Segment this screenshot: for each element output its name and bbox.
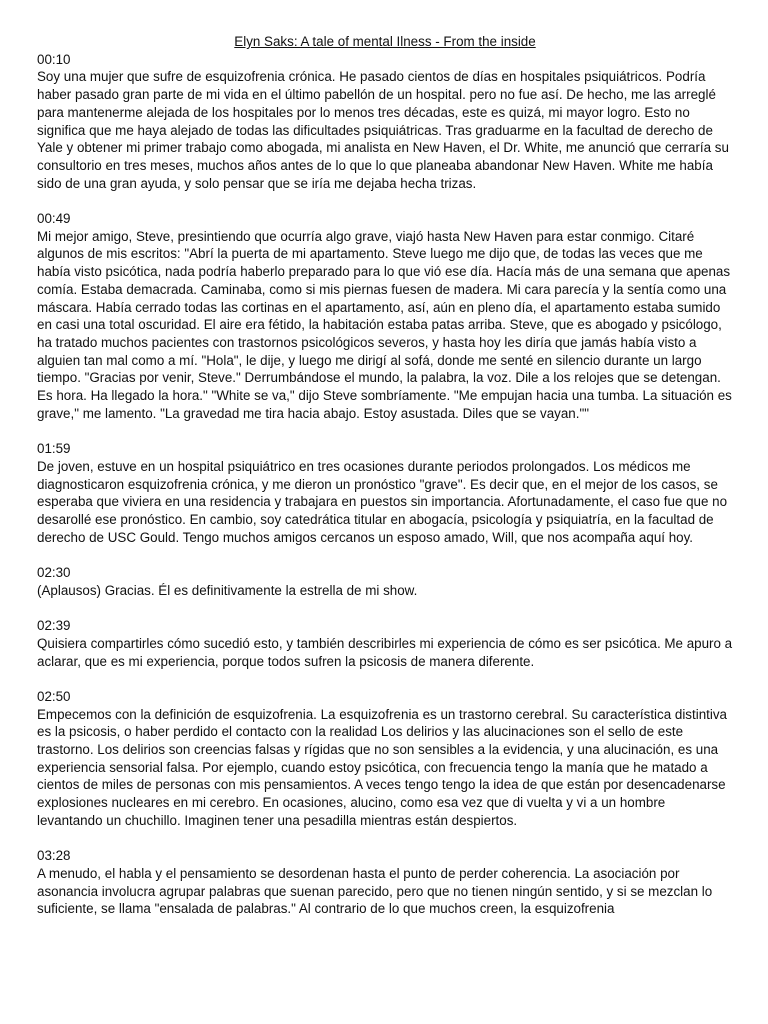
transcript-section: [37, 564, 733, 599]
transcript-section: [37, 440, 733, 546]
transcript-section: [37, 847, 733, 918]
timestamp: 01:59: [37, 441, 71, 457]
section-paragraph: Empecemos con la definición de esquizofrenia. La esquizofrenia es un trastorno cerebral. Su característica distintiva es la psicosis, o haber perdido el contacto con la realidad Los delirios y las alucinaciones son el sello de este trastorno. Los delirios son creencias falsas y rígidas que no son sensibles a la evidencia, y una alucinación, es una experiencia sensorial falsa. Por ejemplo, cuando estoy psicótica, con frecuencia tengo la manía que he matado a cientos de miles de personas con mis pensamientos. A veces tengo tengo la idea de que están por desencadenarse explosiones nucleares en mi cerebro. En ocasiones, alucino, como esa vez que di vuelta y vi a un hombre levantando un chuchillo. Imaginen tener una pesadilla mientras están despiertos.: [37, 706, 727, 828]
transcript-section: [37, 210, 733, 422]
document-title: Elyn Saks: A tale of mental Ilness - From the inside: [234, 34, 536, 49]
section-paragraph: A menudo, el habla y el pensamiento se desordenan hasta el punto de perder coherencia. La asociación por asonancia involucra agrupar palabras que suenan parecido, pero que no tienen ningún sentido, y si se mezclan lo suficiente, se llama "ensalada de palabras." Al contrario de lo que muchos creen, la esquizofrenia: [37, 865, 713, 917]
transcript-section: [37, 51, 733, 193]
timestamp: 03:28: [37, 848, 71, 864]
timestamp: 02:50: [37, 688, 71, 704]
timestamp: 02:30: [37, 565, 71, 581]
section-paragraph: Mi mejor amigo, Steve, presintiendo que ocurría algo grave, viajó hasta New Haven para estar conmigo. Citaré algunos de mis escritos: "Abrí la puerta de mi apartamento. Steve luego me dijo que, de todas las veces que me había visto psicótica, nada podría haberlo preparado para lo que vió ese día. Hacía más de una semana que apenas comía. Estaba demacrada. Caminaba, como si mis piernas fuesen de madera. Mi cara parecía y la sentía como una máscara. Había cerrado todas las cortinas en el apartamento, así, aún en pleno día, el apartamento estaba sumido en casi una total oscuridad. El aire era fétido, la habitación estaba patas arriba. Steve, que es abogado y psicólogo, ha tratado muchos pacientes con trastornos psicológicos severos, y hasta hoy les diría que jamás había visto a alguien tan mal como a mí. "Hola", le dije, y luego me dirigí al sofá, donde me senté en silencio durante un largo tiempo. "Gracias por venir, Steve." Derrumbándose el mundo, la palabra, la voz. Dile a los relojes que se detengan. Es hora. Ha llegado la hora." "White se va," dijo Steve sombríamente. "Me empujan hacia una tumba. La situación es grave," me lamento. "La gravedad me tira hacia abajo. Estoy asustada. Diles que se vayan."": [37, 228, 732, 421]
document-page: [37, 33, 733, 936]
transcript-section: [37, 617, 733, 670]
timestamp: 00:10: [37, 51, 71, 67]
section-paragraph: Quisiera compartirles cómo sucedió esto, y también describirles mi experiencia de cómo es ser psicótica. Me apuro a aclarar, que es mi experiencia, porque todos sufren la psicosis de manera diferente.: [37, 635, 733, 669]
transcript-section: [37, 688, 733, 830]
section-paragraph: Soy una mujer que sufre de esquizofrenia crónica. He pasado cientos de días en hospitales psiquiátricos. Podría haber pasado gran parte de mi vida en el último pabellón de un hospital. pero no fue así. De hecho, me las arreglé para mantenerme alejada de los hospitales por lo menos tres décadas, este es quizá, mi mayor logro. Esto no significa que me haya alejado de todas las dificultades psiquiátricas. Tras graduarme en la facultad de derecho de Yale y obtener mi primer trabajo como abogada, mi analista en New Haven, el Dr. White, me anunció que cerraría su consultorio en tres meses, muchos años antes de lo que lo que planeaba abandonar New Haven. White me había sido de una gran ayuda, y solo pensar que se iría me dejaba hecha trizas.: [37, 69, 729, 191]
timestamp: 00:49: [37, 211, 71, 227]
section-paragraph: (Aplausos) Gracias. Él es definitivamente la estrella de mi show.: [37, 582, 418, 598]
timestamp: 02:39: [37, 618, 71, 634]
transcript-body: [37, 51, 733, 918]
section-paragraph: De joven, estuve en un hospital psiquiátrico en tres ocasiones durante periodos prolongados. Los médicos me diagnosticaron esquizofrenia crónica, y me dieron un pronóstico "grave". Es decir que, en el mejor de los casos, se esperaba que viviera en una residencia y trabajara en puestos sin importancia. Afortunadamente, el caso fue que no desarollé ese pronóstico. En cambio, soy catedrática titular en abogacía, psicología y psiquiatría, en la facultad de derecho de USC Gould. Tengo muchos amigos cercanos un esposo amado, Will, que nos acompaña aquí hoy.: [37, 458, 728, 545]
